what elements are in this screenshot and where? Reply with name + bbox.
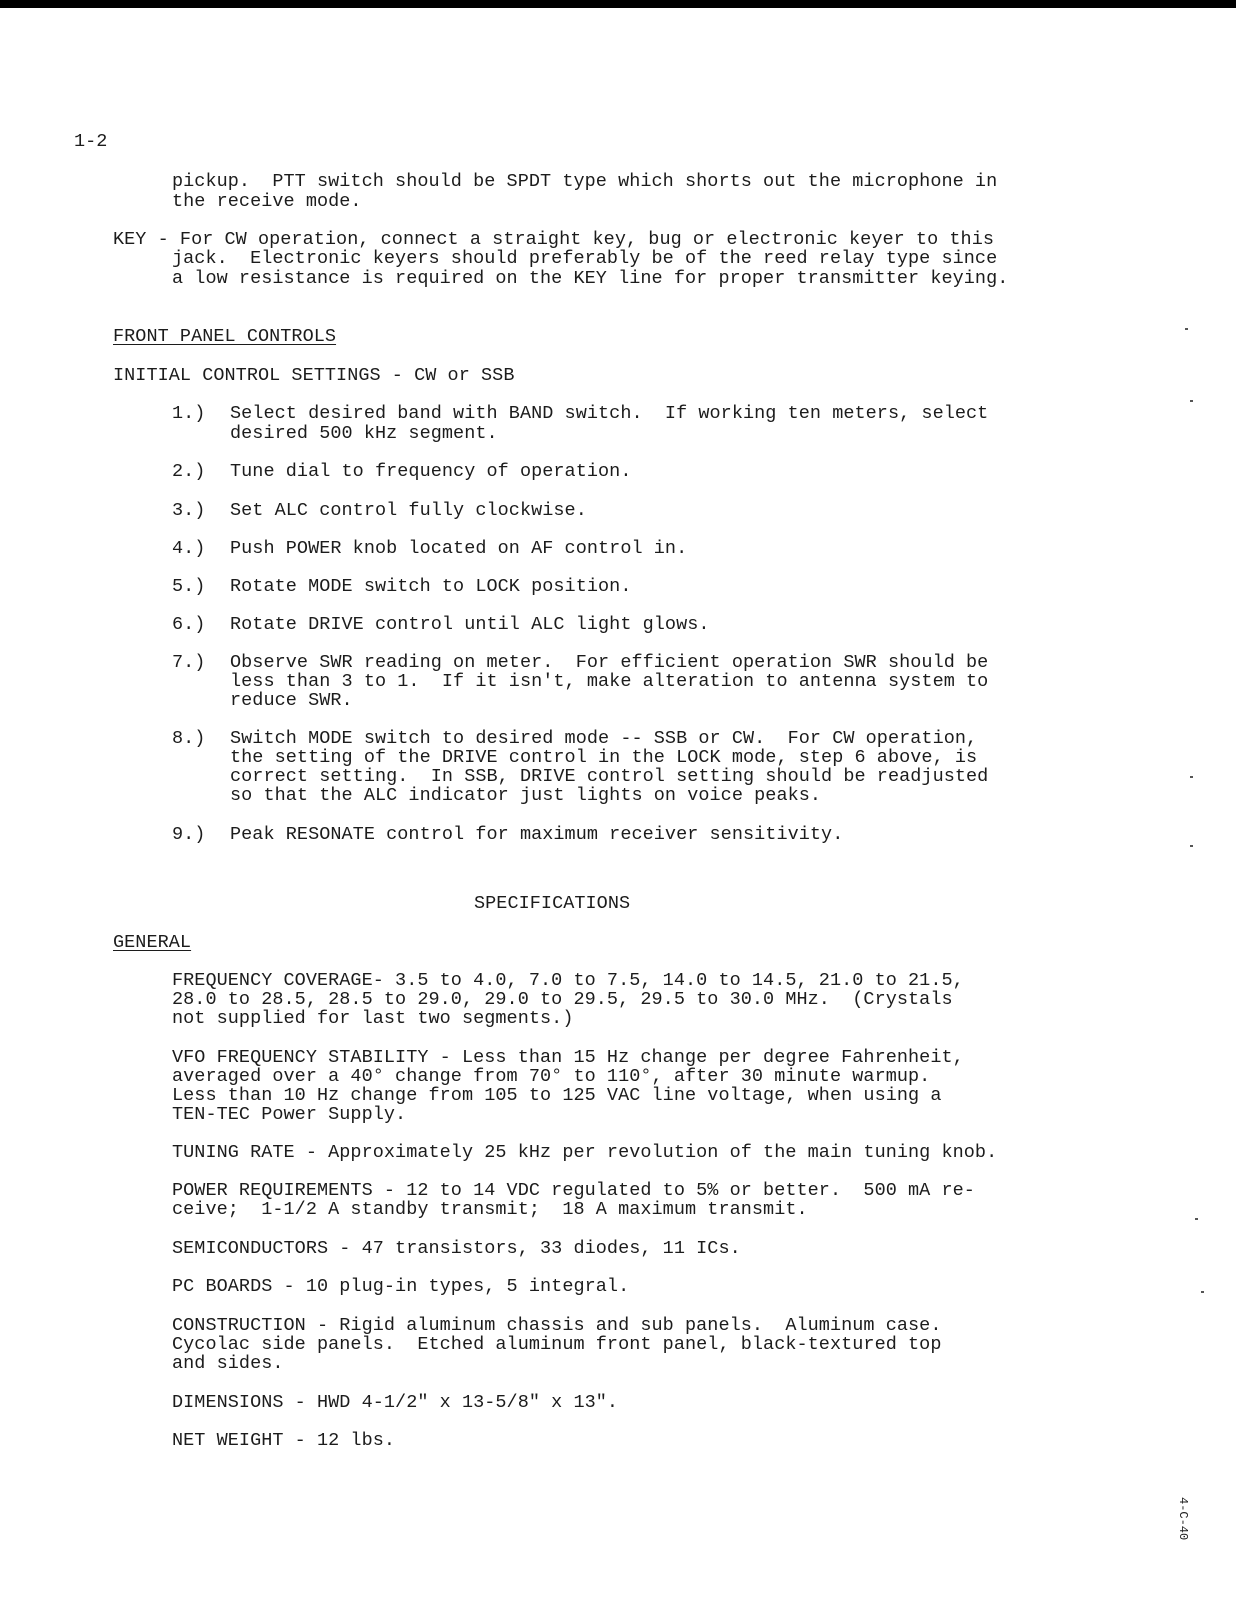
- step-text: so that the ALC indicator just lights on voice peaks.: [230, 785, 822, 806]
- intro-line-1: pickup. PTT switch should be SPDT type which shorts out the microphone in: [172, 171, 998, 192]
- step-text: Peak RESONATE control for maximum receiver sensitivity.: [230, 824, 844, 845]
- scan-speck: [1185, 328, 1188, 330]
- spec-pc-boards: PC BOARDS - 10 plug-in types, 5 integral.: [172, 1276, 630, 1297]
- spec-power-requirements: POWER REQUIREMENTS - 12 to 14 VDC regulated to 5% or better. 500 mA re-: [172, 1180, 975, 1201]
- step-number: 2.): [172, 461, 206, 482]
- step-number: 8.): [172, 728, 206, 749]
- scan-speck: [1190, 400, 1193, 402]
- step-text: Rotate DRIVE control until ALC light glows.: [230, 614, 710, 635]
- step-number: 9.): [172, 824, 206, 845]
- spec-semiconductors: SEMICONDUCTORS - 47 transistors, 33 diodes, 11 ICs.: [172, 1238, 741, 1259]
- key-line-3: a low resistance is required on the KEY line for proper transmitter keying.: [172, 268, 1009, 289]
- front-panel-heading: FRONT PANEL CONTROLS: [113, 326, 337, 347]
- scan-top-edge: [0, 0, 1236, 8]
- spec-construction: and sides.: [172, 1353, 284, 1374]
- scan-speck: [1201, 1291, 1204, 1293]
- scan-speck: [1190, 776, 1193, 778]
- step-number: 1.): [172, 403, 206, 424]
- step-number: 6.): [172, 614, 206, 635]
- spec-vfo-stability: VFO FREQUENCY STABILITY - Less than 15 Hz change per degree Fahrenheit,: [172, 1047, 964, 1068]
- step-text: the setting of the DRIVE control in the LOCK mode, step 6 above, is: [230, 747, 978, 768]
- spec-tuning-rate: TUNING RATE - Approximately 25 kHz per revolution of the main tuning knob.: [172, 1142, 998, 1163]
- step-text: Select desired band with BAND switch. If working ten meters, select: [230, 403, 989, 424]
- spec-dimensions: DIMENSIONS - HWD 4-1/2" x 13-5/8" x 13".: [172, 1392, 619, 1413]
- step-text: less than 3 to 1. If it isn't, make alteration to antenna system to: [230, 671, 989, 692]
- spec-construction: CONSTRUCTION - Rigid aluminum chassis and sub panels. Aluminum case.: [172, 1315, 942, 1336]
- step-number: 7.): [172, 652, 206, 673]
- spec-vfo-stability: averaged over a 40° change from 70° to 110°, after 30 minute warmup.: [172, 1066, 931, 1087]
- step-text: Tune dial to frequency of operation.: [230, 461, 632, 482]
- step-number: 3.): [172, 500, 206, 521]
- scan-speck: [1190, 845, 1193, 847]
- spec-vfo-stability: TEN-TEC Power Supply.: [172, 1104, 407, 1125]
- spec-frequency-coverage: FREQUENCY COVERAGE- 3.5 to 4.0, 7.0 to 7.5, 14.0 to 14.5, 21.0 to 21.5,: [172, 970, 964, 991]
- spec-frequency-coverage: 28.0 to 28.5, 28.5 to 29.0, 29.0 to 29.5, 29.5 to 30.0 MHz. (Crystals: [172, 989, 953, 1010]
- initial-settings-heading: INITIAL CONTROL SETTINGS - CW or SSB: [113, 365, 515, 386]
- step-text: Rotate MODE switch to LOCK position.: [230, 576, 632, 597]
- step-text: Set ALC control fully clockwise.: [230, 500, 587, 521]
- spec-construction: Cycolac side panels. Etched aluminum front panel, black-textured top: [172, 1334, 942, 1355]
- step-text: Switch MODE switch to desired mode -- SSB or CW. For CW operation,: [230, 728, 978, 749]
- spec-power-requirements: ceive; 1-1/2 A standby transmit; 18 A maximum transmit.: [172, 1199, 808, 1220]
- page-number: 1-2: [74, 131, 108, 152]
- scan-speck: [1195, 1218, 1198, 1220]
- spec-frequency-coverage: not supplied for last two segments.): [172, 1008, 574, 1029]
- step-text: reduce SWR.: [230, 690, 353, 711]
- specifications-heading: SPECIFICATIONS: [474, 893, 631, 914]
- spec-net-weight: NET WEIGHT - 12 lbs.: [172, 1430, 396, 1451]
- step-text: correct setting. In SSB, DRIVE control setting should be readjusted: [230, 766, 989, 787]
- key-line-1: KEY - For CW operation, connect a straight key, bug or electronic keyer to this: [113, 229, 994, 250]
- step-number: 4.): [172, 538, 206, 559]
- general-heading: GENERAL: [113, 932, 192, 953]
- step-text: Push POWER knob located on AF control in.: [230, 538, 688, 559]
- intro-line-2: the receive mode.: [172, 191, 362, 212]
- step-number: 5.): [172, 576, 206, 597]
- step-text: desired 500 kHz segment.: [230, 423, 498, 444]
- spec-vfo-stability: Less than 10 Hz change from 105 to 125 VAC line voltage, when using a: [172, 1085, 942, 1106]
- key-line-2: jack. Electronic keyers should preferably be of the reed relay type since: [172, 248, 998, 269]
- side-code: 4-C-40: [1176, 1497, 1190, 1541]
- step-text: Observe SWR reading on meter. For efficient operation SWR should be: [230, 652, 989, 673]
